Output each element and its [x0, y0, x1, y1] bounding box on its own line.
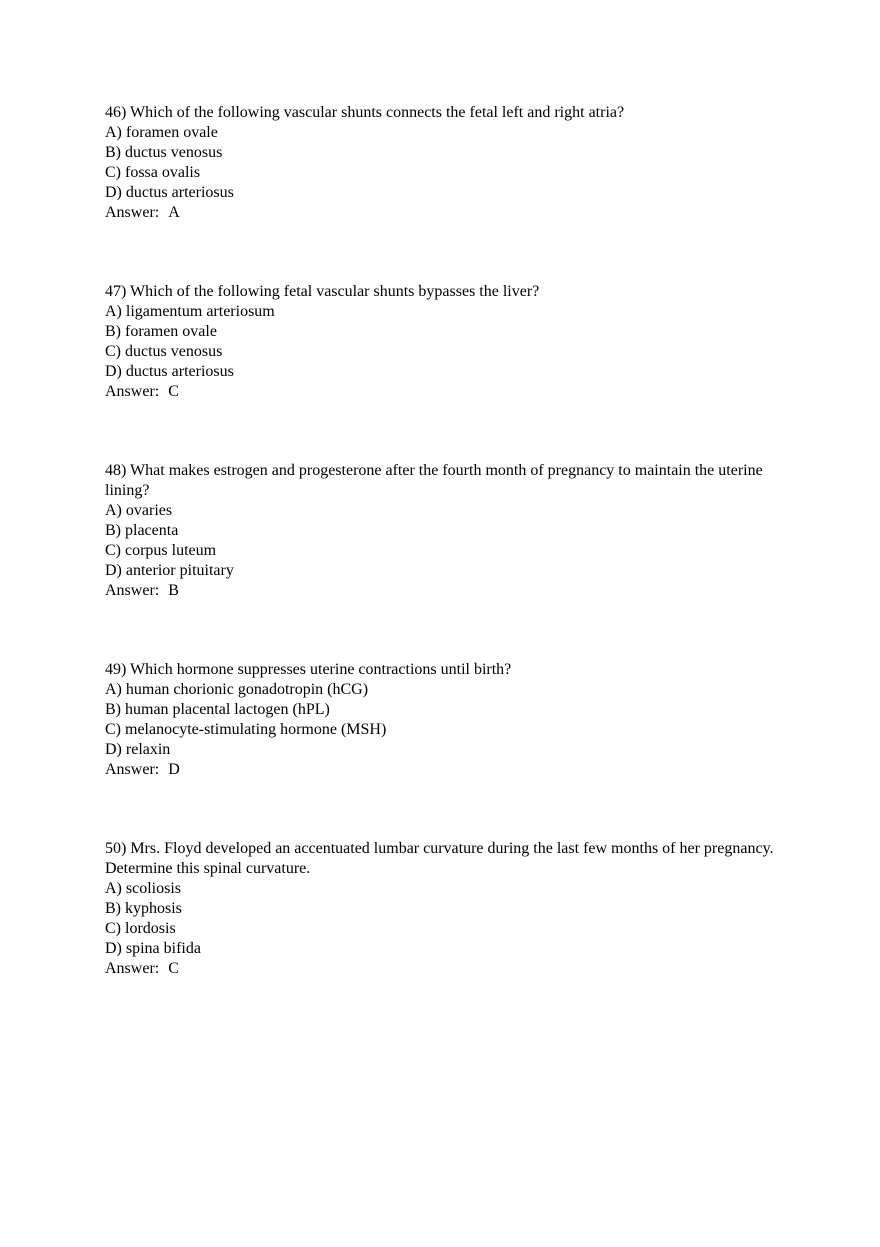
- question-text: 46) Which of the following vascular shunts connects the fetal left and right atria?: [105, 104, 625, 121]
- choice-a: A) ligamentum arteriosum: [105, 303, 275, 320]
- choice-b: B) human placental lactogen (hPL): [105, 701, 330, 718]
- answer-label: Answer:: [105, 383, 160, 400]
- answer-label: Answer:: [105, 761, 160, 778]
- question-text: 48) What makes estrogen and progesterone after the fourth month of pregnancy to maintain the uterine lining?: [105, 462, 763, 499]
- question-46: [105, 103, 777, 223]
- choice-c: C) corpus luteum: [105, 542, 217, 559]
- question-text: 47) Which of the following fetal vascular shunts bypasses the liver?: [105, 283, 540, 300]
- choice-a: A) ovaries: [105, 502, 173, 519]
- answer-line: [105, 581, 777, 601]
- document-content: [105, 103, 777, 1038]
- answer-line: [105, 203, 777, 223]
- question-48: [105, 461, 777, 601]
- answer-letter: A: [168, 204, 180, 221]
- choice-d: D) relaxin: [105, 741, 171, 758]
- answer-letter: D: [168, 761, 180, 778]
- choice-c: C) lordosis: [105, 920, 176, 937]
- answer-line: [105, 382, 777, 402]
- answer-line: [105, 959, 777, 979]
- choice-b: B) foramen ovale: [105, 323, 217, 340]
- choice-d: D) ductus arteriosus: [105, 363, 234, 380]
- choice-b: B) kyphosis: [105, 900, 182, 917]
- question-49: [105, 660, 777, 780]
- choice-a: A) scoliosis: [105, 880, 181, 897]
- answer-label: Answer:: [105, 960, 160, 977]
- question-50: [105, 839, 777, 979]
- choice-b: B) ductus venosus: [105, 144, 223, 161]
- question-47: [105, 282, 777, 402]
- choice-c: C) fossa ovalis: [105, 164, 201, 181]
- choice-c: C) melanocyte-stimulating hormone (MSH): [105, 721, 387, 738]
- answer-line: [105, 760, 777, 780]
- answer-label: Answer:: [105, 582, 160, 599]
- answer-letter: C: [168, 383, 179, 400]
- choice-a: A) foramen ovale: [105, 124, 218, 141]
- choice-d: D) anterior pituitary: [105, 562, 234, 579]
- choice-c: C) ductus venosus: [105, 343, 223, 360]
- answer-label: Answer:: [105, 204, 160, 221]
- question-text: 49) Which hormone suppresses uterine contractions until birth?: [105, 661, 512, 678]
- question-text: 50) Mrs. Floyd developed an accentuated lumbar curvature during the last few months of her pregnancy. Determine this spinal curvature.: [105, 840, 774, 877]
- choice-d: D) spina bifida: [105, 940, 201, 957]
- choice-a: A) human chorionic gonadotropin (hCG): [105, 681, 369, 698]
- answer-letter: B: [168, 582, 179, 599]
- choice-d: D) ductus arteriosus: [105, 184, 234, 201]
- choice-b: B) placenta: [105, 522, 179, 539]
- answer-letter: C: [168, 960, 179, 977]
